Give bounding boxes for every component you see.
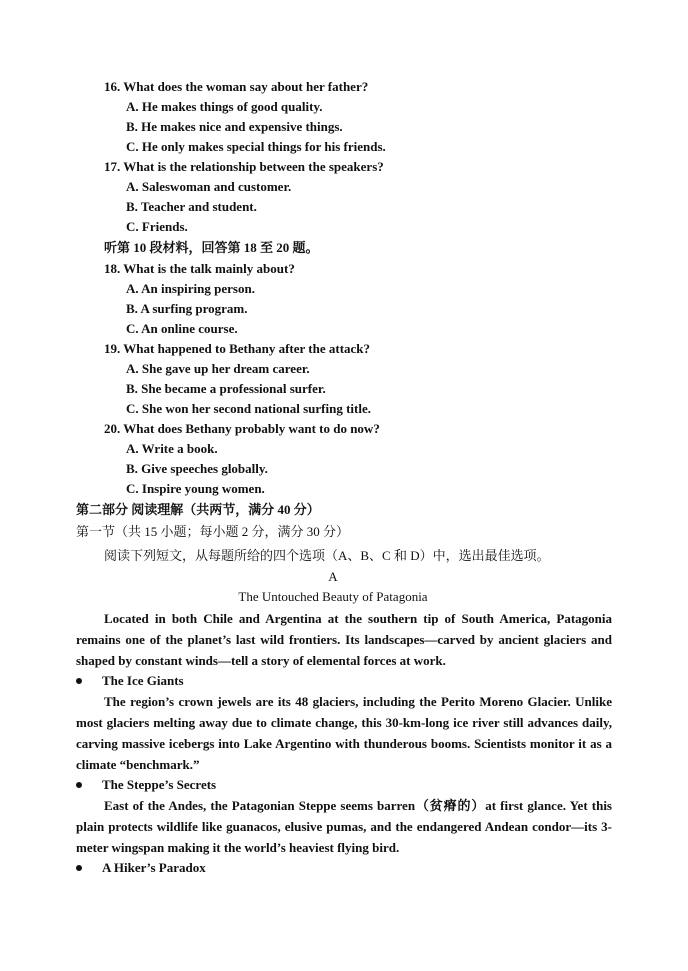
bullet-icon bbox=[76, 782, 82, 788]
bullet-icon bbox=[76, 678, 82, 684]
bullet-icon bbox=[76, 865, 82, 871]
section-1-title: 第一节（共 15 小题；每小题 2 分，满分 30 分） bbox=[76, 524, 350, 539]
question-17-stem: 17. What is the relationship between the speakers? bbox=[104, 159, 384, 174]
section-paragraph-ice-giants bbox=[76, 691, 612, 775]
question-20-stem: 20. What does Bethany probably want to do now? bbox=[104, 421, 380, 436]
part-2-title: 第二部分 阅读理解（共两节，满分 40 分） bbox=[76, 502, 320, 517]
question-18-option-c: C. An online course. bbox=[126, 321, 238, 336]
question-18-option-a: A. An inspiring person. bbox=[126, 281, 255, 296]
question-20-option-c: C. Inspire young women. bbox=[126, 481, 265, 496]
section-paragraph-text: East of the Andes, the Patagonian Steppe seems barren（贫瘠的）at first glance. Yet this plain protects wildlife like guanacos, elusive pumas, and the endangered Andean condor—its 3-meter wingspan making it the world’s heaviest flying bird. bbox=[76, 798, 612, 855]
passage-title: The Untouched Beauty of Patagonia bbox=[238, 589, 428, 604]
section-paragraph-text: The region’s crown jewels are its 48 glaciers, including the Perito Moreno Glacier. Unlike most glaciers melting away due to climate change, this 30-km-long ice river still advances daily, carving massive icebergs into Lake Argentino with thunderous booms. Scientists monitor it as a climate “benchmark.” bbox=[76, 694, 612, 772]
question-18-stem: 18. What is the talk mainly about? bbox=[104, 261, 295, 276]
question-16-option-c: C. He only makes special things for his friends. bbox=[126, 139, 386, 154]
section-heading-ice-giants bbox=[76, 671, 184, 691]
passage-label: A bbox=[328, 569, 338, 584]
material-10-instruction: 听第 10 段材料，回答第 18 至 20 题。 bbox=[104, 240, 319, 255]
passage-intro-text: Located in both Chile and Argentina at the southern tip of South America, Patagonia remains one of the planet’s last wild frontiers. Its landscapes—carved by ancient glaciers and shaped by constant winds—tell a story of elemental forces at work. bbox=[76, 611, 612, 668]
question-20-option-a: A. Write a book. bbox=[126, 441, 218, 456]
section-paragraph-steppe bbox=[76, 795, 612, 858]
section-heading-hiker bbox=[76, 858, 206, 878]
question-16-option-b: B. He makes nice and expensive things. bbox=[126, 119, 343, 134]
section-heading-text: The Ice Giants bbox=[102, 673, 184, 688]
question-17-option-c: C. Friends. bbox=[126, 219, 188, 234]
question-17-option-b: B. Teacher and student. bbox=[126, 199, 257, 214]
question-16-stem: 16. What does the woman say about her father? bbox=[104, 79, 369, 94]
question-17-option-a: A. Saleswoman and customer. bbox=[126, 179, 292, 194]
section-heading-steppe bbox=[76, 775, 216, 795]
section-heading-text: The Steppe’s Secrets bbox=[102, 777, 217, 792]
question-19-stem: 19. What happened to Bethany after the attack? bbox=[104, 341, 371, 356]
section-1-instruction: 阅读下列短文，从每题所给的四个选项（A、B、C 和 D）中，选出最佳选项。 bbox=[104, 548, 550, 563]
question-18-option-b: B. A surfing program. bbox=[126, 301, 248, 316]
question-16-option-a: A. He makes things of good quality. bbox=[126, 99, 323, 114]
question-19-option-a: A. She gave up her dream career. bbox=[126, 361, 310, 376]
question-19-option-c: C. She won her second national surfing title. bbox=[126, 401, 371, 416]
question-19-option-b: B. She became a professional surfer. bbox=[126, 381, 326, 396]
question-20-option-b: B. Give speeches globally. bbox=[126, 461, 268, 476]
passage-intro bbox=[76, 608, 612, 671]
section-heading-text: A Hiker’s Paradox bbox=[102, 860, 206, 875]
